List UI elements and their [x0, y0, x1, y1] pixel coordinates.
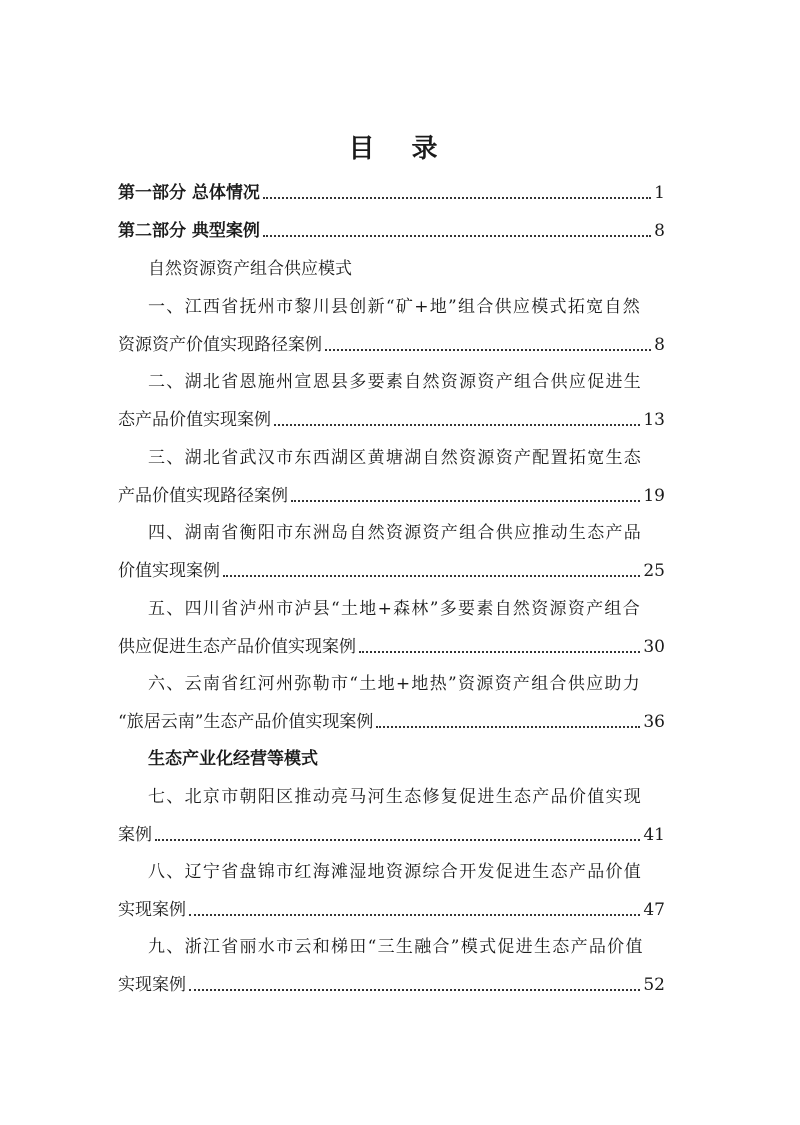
toc-entry-line: 三、湖北省武汉市东西湖区黄塘湖自然资源资产配置拓宽生态 [148, 448, 643, 468]
toc-entry-continuation: 实现案例 [118, 900, 186, 920]
toc-page-number: 30 [643, 637, 665, 657]
toc-entry-continuation: 案例 [118, 825, 152, 845]
toc-page-number: 19 [643, 486, 665, 506]
toc-page-number: 13 [643, 410, 665, 430]
toc-entry-line: 七、北京市朝阳区推动亮马河生态修复促进生态产品价值实现 [148, 787, 643, 807]
toc-entry-line: 六、云南省红河州弥勒市“土地+地热”资源资产组合供应助力 [148, 674, 642, 694]
leader-dots [325, 348, 651, 351]
leader-dots [376, 725, 640, 728]
leader-dots [189, 913, 640, 916]
toc-entry-line: 八、辽宁省盘锦市红海滩湿地资源综合开发促进生态产品价值 [148, 862, 643, 882]
page-title: 目 录 [348, 134, 452, 164]
toc-entry-9 [118, 968, 665, 1000]
toc-entry-line: 五、四川省泸州市泸县“土地+森林”多要素自然资源资产组合 [148, 599, 642, 619]
leader-dots [291, 499, 640, 502]
section-heading: 自然资源资产组合供应模式 [148, 259, 352, 279]
toc-entry-8 [118, 893, 665, 925]
toc-part-2 [118, 214, 665, 246]
toc-entry-7 [118, 818, 665, 850]
toc-page-number: 47 [643, 900, 665, 920]
leader-dots [155, 838, 640, 841]
toc-page-number: 8 [654, 221, 665, 241]
toc-page-number: 52 [643, 975, 665, 995]
toc-entry-line: 四、湖南省衡阳市东洲岛自然资源资产组合供应推动生态产品 [148, 523, 643, 543]
leader-dots [189, 988, 640, 991]
toc-entry-continuation: 价值实现案例 [118, 561, 220, 581]
leader-dots [274, 423, 640, 426]
toc-entry-continuation: 态产品价值实现案例 [118, 410, 271, 430]
toc-entry-continuation: “旅居云南”生态产品价值实现案例 [118, 712, 374, 732]
toc-entry-6 [118, 705, 665, 737]
toc-entry-3 [118, 479, 665, 511]
leader-dots [263, 234, 651, 237]
leader-dots [223, 574, 640, 577]
toc-entry-1 [118, 328, 665, 360]
leader-dots [359, 650, 640, 653]
toc-part-label: 第一部分 总体情况 [118, 183, 260, 203]
toc-page-number: 41 [643, 825, 665, 845]
toc-part-1 [118, 176, 665, 208]
toc-entry-line: 一、江西省抚州市黎川县创新“矿+地”组合供应模式拓宽自然 [148, 297, 642, 317]
toc-entry-2 [118, 403, 665, 435]
toc-entry-line: 九、浙江省丽水市云和梯田“三生融合”模式促进生态产品价值 [148, 937, 644, 957]
toc-entry-5 [118, 630, 665, 662]
toc-entry-continuation: 产品价值实现路径案例 [118, 486, 288, 506]
toc-entry-4 [118, 554, 665, 586]
toc-page-number: 1 [654, 183, 665, 203]
toc-entry-continuation: 供应促进生态产品价值实现案例 [118, 637, 356, 657]
section-heading: 生态产业化经营等模式 [148, 749, 318, 769]
toc-part-label: 第二部分 典型案例 [118, 221, 260, 241]
toc-entry-line: 二、湖北省恩施州宣恩县多要素自然资源资产组合供应促进生 [148, 372, 643, 392]
leader-dots [263, 196, 651, 199]
toc-page-number: 8 [654, 335, 665, 355]
toc-page-number: 36 [643, 712, 665, 732]
toc-entry-continuation: 实现案例 [118, 975, 186, 995]
toc-page-number: 25 [643, 561, 665, 581]
toc-entry-continuation: 资源资产价值实现路径案例 [118, 335, 322, 355]
